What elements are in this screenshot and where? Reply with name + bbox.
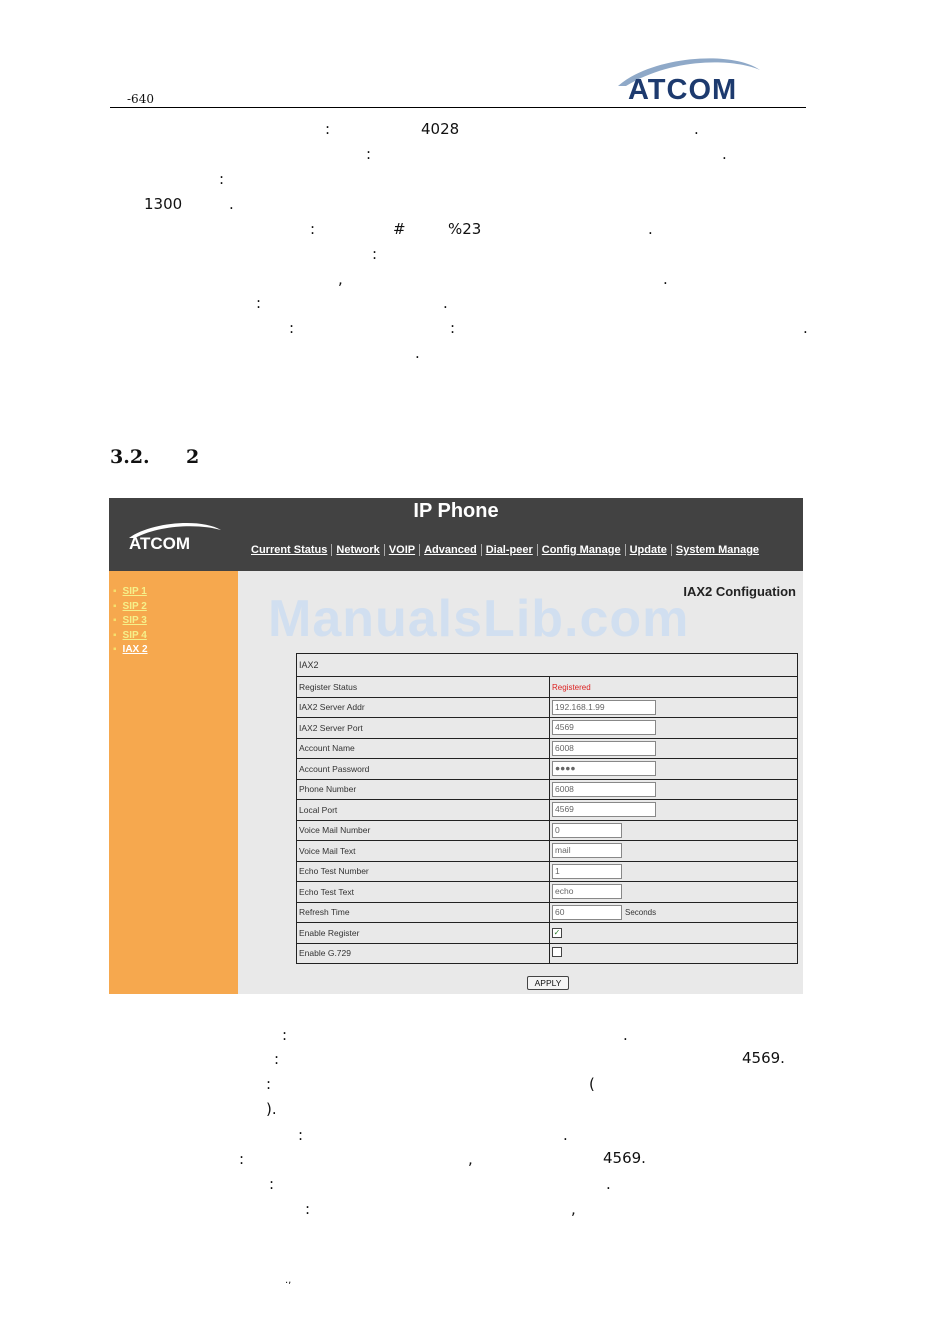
text-fragment: 4569. bbox=[603, 1149, 646, 1167]
table-row bbox=[297, 759, 798, 780]
field-label: Phone Number bbox=[297, 779, 550, 800]
bullet-icon: ▪ bbox=[113, 586, 117, 597]
punct: : bbox=[305, 1200, 311, 1218]
sidebar-link[interactable]: SIP 2 bbox=[122, 600, 147, 612]
sidebar-link[interactable]: SIP 4 bbox=[122, 629, 147, 641]
field-label: Account Name bbox=[297, 738, 550, 759]
text-fragment: # bbox=[393, 220, 406, 238]
table-row bbox=[297, 923, 798, 944]
punct: : bbox=[266, 1075, 272, 1093]
sidebar-item-sip1 bbox=[113, 585, 238, 600]
punct: . bbox=[663, 270, 668, 288]
sidebar-link[interactable]: SIP 1 bbox=[122, 586, 147, 597]
text-input[interactable]: 4569 bbox=[552, 802, 656, 817]
field-label: Echo Test Text bbox=[297, 882, 550, 903]
field-value-cell bbox=[550, 861, 798, 882]
punct: . bbox=[623, 1026, 628, 1044]
punct: : bbox=[366, 145, 372, 163]
punct: : bbox=[282, 1026, 288, 1044]
punct: . bbox=[563, 1126, 568, 1144]
punct: . bbox=[229, 195, 234, 213]
text-fragment: 1300 bbox=[144, 195, 183, 213]
brand-logo bbox=[121, 520, 231, 560]
table-row bbox=[297, 841, 798, 862]
sidebar-item-sip3 bbox=[113, 614, 238, 629]
apply-button[interactable]: APPLY bbox=[527, 976, 569, 990]
checkbox[interactable]: ✓ bbox=[553, 928, 561, 938]
punct: : bbox=[219, 170, 225, 188]
table-row bbox=[297, 677, 798, 698]
text-input[interactable]: 0 bbox=[552, 823, 622, 838]
bullet-icon: ▪ bbox=[113, 644, 117, 655]
punct: : bbox=[239, 1150, 245, 1168]
table-row bbox=[297, 779, 798, 800]
field-label: Account Password bbox=[297, 759, 550, 780]
table-row bbox=[297, 882, 798, 903]
field-label: Register Status bbox=[297, 677, 550, 698]
bullet-icon: ▪ bbox=[113, 615, 117, 626]
sidebar-item-sip4 bbox=[113, 629, 238, 644]
text-fragment: ). bbox=[266, 1100, 277, 1118]
punct: . bbox=[606, 1175, 611, 1193]
field-label: Enable G.729 bbox=[297, 943, 550, 964]
table-row bbox=[297, 943, 798, 964]
table-row bbox=[297, 820, 798, 841]
punct: , bbox=[468, 1150, 473, 1168]
text-fragment: 4569. bbox=[742, 1049, 785, 1067]
punct: : bbox=[256, 294, 262, 312]
field-value-cell bbox=[550, 677, 798, 698]
field-label: Voice Mail Number bbox=[297, 820, 550, 841]
nav-update[interactable]: Update bbox=[626, 544, 672, 556]
field-value-cell bbox=[550, 943, 798, 964]
punct: . bbox=[694, 120, 699, 138]
field-label: Local Port bbox=[297, 800, 550, 821]
sidebar-item-sip2 bbox=[113, 600, 238, 615]
field-value-cell bbox=[550, 820, 798, 841]
text-input[interactable]: 1 bbox=[552, 864, 622, 879]
punct: : bbox=[450, 319, 456, 337]
text-input[interactable]: ●●●● bbox=[552, 761, 656, 776]
punct: . bbox=[443, 294, 448, 312]
page-title: IAX2 Configuation bbox=[683, 584, 796, 599]
text-input[interactable]: 4569 bbox=[552, 720, 656, 735]
table-row bbox=[297, 800, 798, 821]
punct: : bbox=[298, 1126, 304, 1144]
text-input[interactable]: 6008 bbox=[552, 782, 656, 797]
text-input[interactable]: 60 bbox=[552, 905, 622, 920]
text-input[interactable]: 192.168.1.99 bbox=[552, 700, 656, 715]
nav-current-status[interactable]: Current Status bbox=[247, 544, 332, 556]
table-row bbox=[297, 861, 798, 882]
sidebar-item-iax2 bbox=[113, 643, 238, 658]
field-label: IAX2 Server Port bbox=[297, 718, 550, 739]
punct: . bbox=[722, 145, 727, 163]
punct: : bbox=[274, 1050, 280, 1068]
atcom-logo bbox=[612, 52, 762, 108]
field-label: Enable Register bbox=[297, 923, 550, 944]
punct: , bbox=[338, 270, 343, 288]
nav-advanced[interactable]: Advanced bbox=[420, 544, 482, 556]
text-fragment: %23 bbox=[448, 220, 482, 238]
field-label: Voice Mail Text bbox=[297, 841, 550, 862]
punct: : bbox=[310, 220, 316, 238]
field-value-cell bbox=[550, 738, 798, 759]
bullet-icon: ▪ bbox=[113, 629, 117, 641]
field-label: IAX2 Server Addr bbox=[297, 697, 550, 718]
header-model: -640 bbox=[127, 92, 154, 106]
top-bar bbox=[109, 498, 803, 571]
field-value-cell bbox=[550, 697, 798, 718]
field-value-cell bbox=[550, 902, 798, 923]
field-value-cell bbox=[550, 800, 798, 821]
text-input[interactable]: echo bbox=[552, 884, 622, 899]
field-value-cell bbox=[550, 759, 798, 780]
register-status: Registered bbox=[552, 682, 591, 692]
punct: . bbox=[415, 344, 420, 362]
iax2-config-screenshot bbox=[109, 498, 803, 994]
unit-label: Seconds bbox=[625, 907, 657, 917]
section-number: 3.2. bbox=[110, 446, 150, 468]
table-row bbox=[297, 718, 798, 739]
footer-mark: ., bbox=[285, 1275, 292, 1286]
field-label: Refresh Time bbox=[297, 902, 550, 923]
field-value-cell bbox=[550, 779, 798, 800]
text-input[interactable]: 6008 bbox=[552, 741, 656, 756]
bullet-icon: ▪ bbox=[113, 600, 117, 612]
text-input[interactable]: mail bbox=[552, 843, 622, 858]
text-fragment: ( bbox=[589, 1075, 595, 1093]
app-title: IP Phone bbox=[413, 500, 499, 522]
main-nav bbox=[247, 544, 763, 556]
punct: : bbox=[289, 319, 295, 337]
table-row bbox=[297, 902, 798, 923]
nav-voip[interactable]: VOIP bbox=[385, 544, 420, 556]
punct: : bbox=[325, 120, 331, 138]
table-header: IAX2 bbox=[297, 654, 798, 677]
section-title: 2 bbox=[186, 446, 200, 468]
punct: . bbox=[648, 220, 653, 238]
punct: , bbox=[571, 1200, 576, 1218]
punct: . bbox=[803, 319, 808, 337]
punct: : bbox=[372, 245, 378, 263]
checkbox[interactable] bbox=[552, 947, 562, 957]
brand-text: ATCOM bbox=[129, 534, 191, 553]
main-panel bbox=[238, 571, 803, 994]
field-value-cell bbox=[550, 718, 798, 739]
field-value-cell bbox=[550, 841, 798, 862]
logo-text: ATCOM bbox=[628, 74, 738, 106]
table-row bbox=[297, 697, 798, 718]
nav-system-manage[interactable]: System Manage bbox=[675, 544, 760, 556]
watermark: ManualsLib.com bbox=[268, 590, 690, 648]
sidebar bbox=[109, 571, 238, 994]
field-value-cell bbox=[550, 923, 798, 944]
nav-config-manage[interactable]: Config Manage bbox=[538, 544, 626, 556]
nav-network[interactable]: Network bbox=[332, 544, 384, 556]
field-label: Echo Test Number bbox=[297, 861, 550, 882]
table-row bbox=[297, 738, 798, 759]
field-value-cell bbox=[550, 882, 798, 903]
punct: : bbox=[269, 1175, 275, 1193]
nav-dial-peer[interactable]: Dial-peer bbox=[482, 544, 538, 556]
sidebar-link[interactable]: IAX 2 bbox=[122, 644, 148, 655]
sidebar-link[interactable]: SIP 3 bbox=[122, 615, 147, 626]
iax2-config-table bbox=[296, 653, 798, 964]
text-fragment: 4028 bbox=[421, 120, 460, 138]
